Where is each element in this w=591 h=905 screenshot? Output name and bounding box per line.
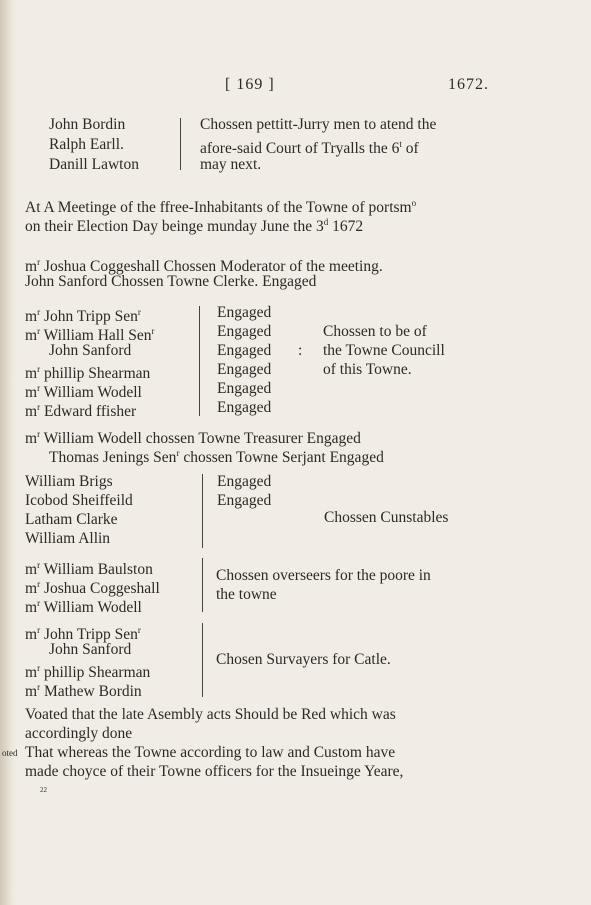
council-status: Engaged <box>217 380 272 397</box>
jury-name: Ralph Earll. <box>49 136 124 153</box>
constable-status: Engaged <box>217 473 272 490</box>
signature-mark: 22 <box>40 786 47 794</box>
surveyor-name: $m^r$ phillip Shearman <box>25 663 151 681</box>
voated-line: accordingly done <box>25 725 133 742</box>
council-colon: : <box>298 342 303 359</box>
jury-brace <box>180 118 181 170</box>
constable-name: Icobod Sheiffeild <box>25 492 133 509</box>
council-text: of this Towne. <box>323 361 412 378</box>
moderator-line: $m^r$ Joshua Coggeshall Chossen Moderator of the meeting. <box>25 257 383 275</box>
page-number: [ 169 ] <box>225 76 275 93</box>
constable-name: William Brigs <box>25 473 113 490</box>
council-name: $m^r$ William Wodell <box>25 383 142 401</box>
council-text: the Towne Councill <box>323 342 445 359</box>
whereas-line: That whereas the Towne according to law and Custom have <box>25 744 396 761</box>
council-name: $m^r$ William Hall Sen$^r$ <box>25 326 155 344</box>
whereas-line: made choyce of their Towne officers for the Insueinge Yeare, <box>25 763 404 780</box>
constables-brace <box>202 474 203 548</box>
surveyor-name: $m^r$ Mathew Bordin <box>25 682 142 700</box>
council-text: Chossen to be of <box>323 323 427 340</box>
surveyor-name: John Sanford <box>49 641 132 658</box>
council-name: John Sanford <box>49 342 132 359</box>
overseer-name: $m^r$ Joshua Coggeshall <box>25 579 160 597</box>
jury-text: afore-said Court of Tryalls the 6$^t$ of <box>200 139 419 157</box>
meeting-line: At A Meetinge of the ffree-Inhabitants of the Towne of portsm$^o$ <box>25 198 417 216</box>
overseers-text: Chossen overseers for the poore in <box>216 567 431 584</box>
treasurer-line: $m^r$ William Wodell chossen Towne Treasurer Engaged <box>25 429 361 447</box>
overseers-brace <box>202 558 203 612</box>
council-status: Engaged <box>217 361 272 378</box>
meeting-line: on their Election Day beinge munday June the 3$^d$ 1672 <box>25 217 364 235</box>
serjant-line: Thomas Jenings Sen$^r$ chossen Towne Serjant Engaged <box>49 448 384 466</box>
surveyors-brace <box>202 623 203 697</box>
surveyors-text: Chosen Survayers for Catle. <box>216 651 391 668</box>
jury-name: John Bordin <box>49 116 126 133</box>
council-name: $m^r$ Edward ffisher <box>25 402 137 420</box>
council-brace <box>199 306 200 416</box>
council-status: Engaged <box>217 342 272 359</box>
council-name: $m^r$ phillip Shearman <box>25 364 151 382</box>
constable-name: William Allin <box>25 530 111 547</box>
page-binding-edge <box>0 0 16 905</box>
council-name: $m^r$ John Tripp Sen$^r$ <box>25 307 141 325</box>
overseers-text: the towne <box>216 586 277 603</box>
council-status: Engaged <box>217 399 272 416</box>
council-status: Engaged <box>217 304 272 321</box>
clerk-line: John Sanford Chossen Towne Clerke. Engaged <box>25 273 317 290</box>
surveyor-name: $m^r$ John Tripp Sen$^r$ <box>25 625 141 643</box>
overseer-name: $m^r$ William Baulston <box>25 560 153 578</box>
jury-name: Danill Lawton <box>49 156 139 173</box>
constable-name: Latham Clarke <box>25 511 118 528</box>
page-year: 1672. <box>448 76 489 93</box>
overseer-name: $m^r$ William Wodell <box>25 598 142 616</box>
constable-status: Engaged <box>217 492 272 509</box>
council-status: Engaged <box>217 323 272 340</box>
constables-text: Chossen Cunstables <box>324 509 449 526</box>
voated-line: Voated that the late Asembly acts Should be Red which was <box>25 706 396 723</box>
jury-text: Chossen pettitt-Jurry men to atend the <box>200 116 437 133</box>
jury-text: may next. <box>200 156 262 173</box>
margin-note: oted <box>2 748 18 758</box>
